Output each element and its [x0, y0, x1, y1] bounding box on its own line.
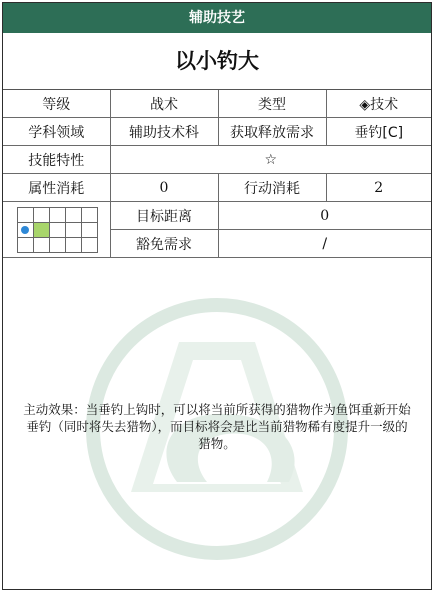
range-cell	[66, 223, 82, 238]
range-cell-target	[34, 223, 50, 238]
skill-title: 以小钓大	[3, 33, 431, 90]
range-cell	[82, 223, 98, 238]
effect-description: 主动效果：当垂钓上钩时，可以将当前所获得的猎物作为鱼饵重新开始垂钓（同时将失去猎物），而目标将会是比当前猎物稀有度提升一级的猎物。	[23, 402, 411, 451]
trait-label: 技能特性	[3, 146, 110, 174]
range-cell	[66, 208, 82, 223]
range-cell	[82, 208, 98, 223]
range-cell	[18, 208, 34, 223]
range-cell	[50, 223, 66, 238]
blue-dot-icon	[18, 223, 34, 238]
range-grid	[17, 207, 98, 253]
trait-value: ☆	[110, 146, 431, 174]
attr-cost-label: 属性消耗	[3, 174, 110, 202]
field-value: 辅助技术科	[110, 118, 218, 146]
field-label: 学科领域	[3, 118, 110, 146]
requirement-value: 垂钓[C]	[326, 118, 431, 146]
skill-info-table	[3, 90, 431, 258]
range-cell	[50, 208, 66, 223]
distance-label: 目标距离	[110, 202, 218, 230]
grade-label: 等级	[3, 90, 110, 118]
range-cell	[34, 238, 50, 253]
card-banner: 辅助技艺	[3, 3, 431, 33]
range-cell	[18, 238, 34, 253]
grade-value: 战术	[110, 90, 218, 118]
range-cell	[66, 238, 82, 253]
action-cost-label: 行动消耗	[218, 174, 326, 202]
range-cell	[82, 238, 98, 253]
range-cell	[34, 208, 50, 223]
range-grid-cell	[3, 202, 110, 258]
requirement-label: 获取释放需求	[218, 118, 326, 146]
type-value: ◈技术	[326, 90, 431, 118]
action-cost-value: 2	[326, 174, 431, 202]
distance-value: 0	[218, 202, 431, 230]
type-label: 类型	[218, 90, 326, 118]
immunity-value: /	[218, 230, 431, 258]
effect-area	[3, 259, 431, 589]
immunity-label: 豁免需求	[110, 230, 218, 258]
skill-card	[2, 2, 432, 590]
attr-cost-value: 0	[110, 174, 218, 202]
range-cell	[50, 238, 66, 253]
